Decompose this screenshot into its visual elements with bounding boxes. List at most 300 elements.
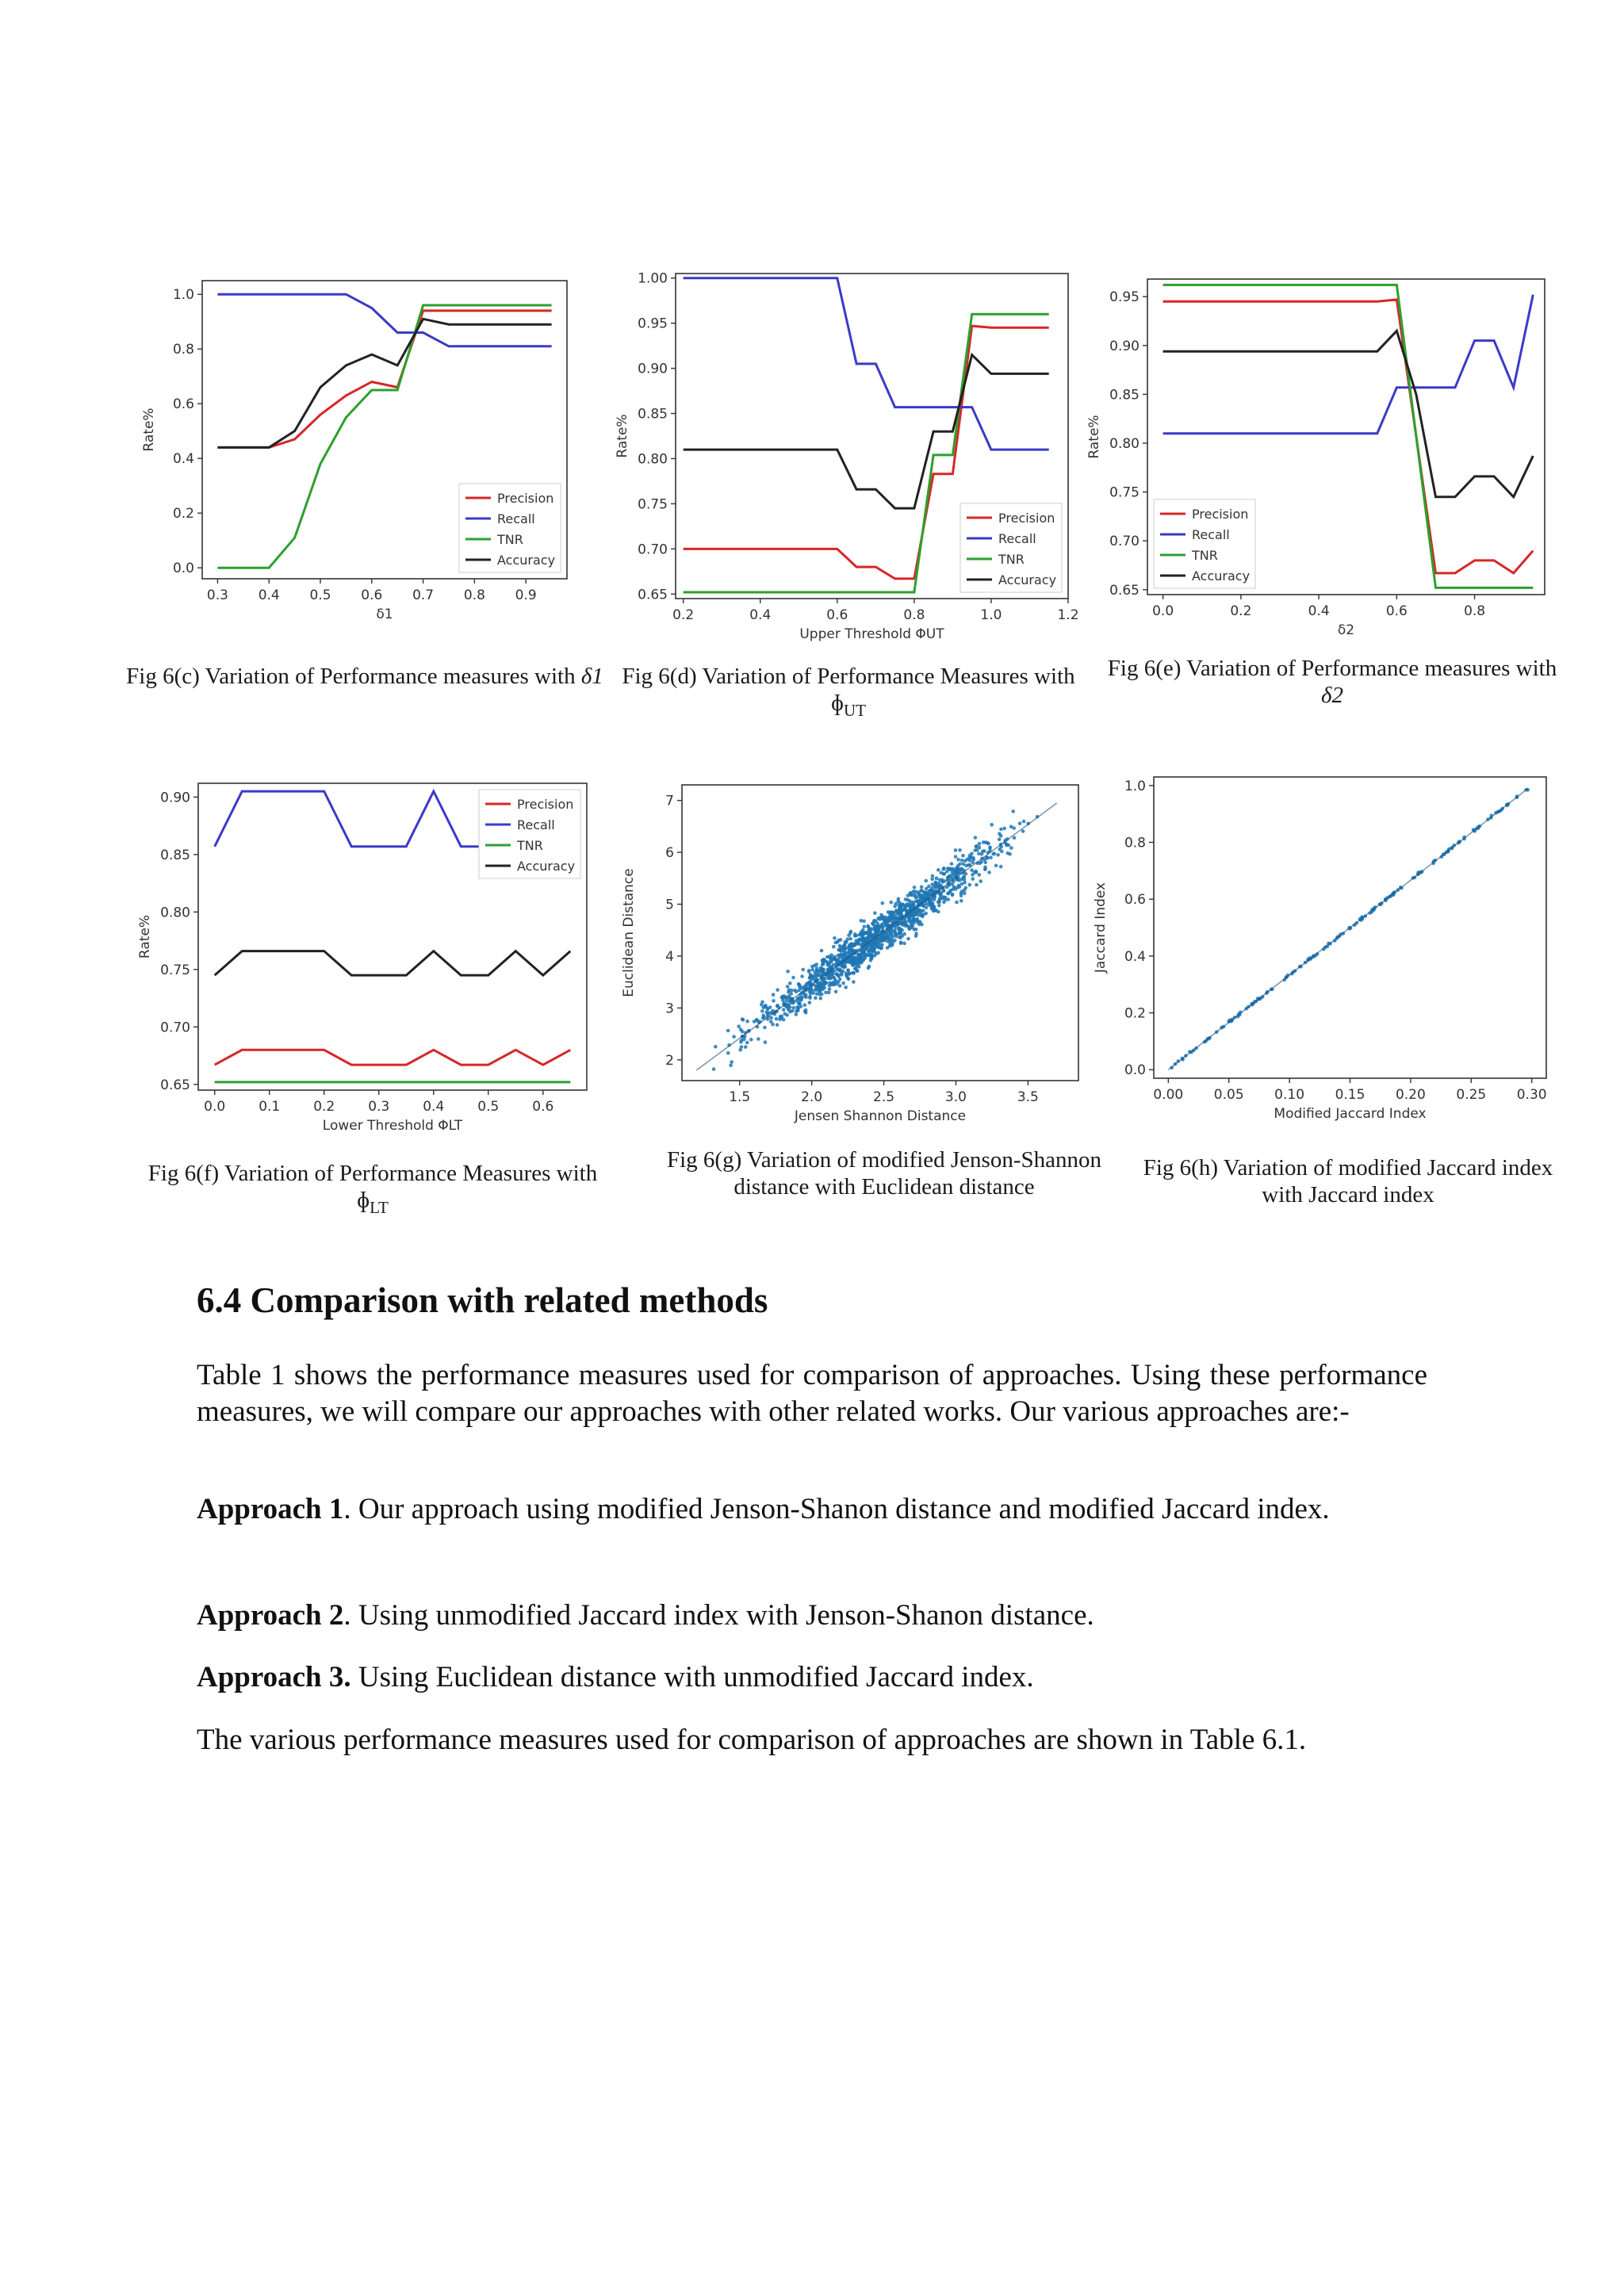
y-tick-label: 4 bbox=[665, 948, 674, 965]
scatter-point bbox=[937, 904, 941, 908]
scatter-point bbox=[914, 896, 918, 900]
scatter-point bbox=[950, 862, 954, 866]
scatter-point bbox=[889, 914, 893, 918]
figure-6e bbox=[1086, 270, 1550, 642]
scatter-point bbox=[866, 925, 870, 929]
scatter-point bbox=[925, 905, 929, 909]
y-tick-label: 2 bbox=[665, 1052, 674, 1069]
x-tick-label: 0.2 bbox=[672, 607, 695, 623]
scatter-point bbox=[791, 976, 795, 980]
scatter-point bbox=[956, 858, 960, 862]
scatter-point bbox=[913, 886, 917, 890]
scatter-point bbox=[915, 912, 919, 916]
caption-6e-text: Fig 6(e) Variation of Performance measures with bbox=[1107, 656, 1557, 681]
x-tick-label: 0.00 bbox=[1153, 1087, 1184, 1103]
scatter-point bbox=[890, 933, 894, 937]
scatter-point bbox=[933, 895, 937, 899]
scatter-point bbox=[1013, 836, 1017, 840]
scatter-point bbox=[925, 879, 929, 883]
scatter-point bbox=[753, 1020, 756, 1024]
scatter-point bbox=[888, 944, 892, 948]
legend bbox=[479, 790, 580, 878]
y-axis-label: Rate% bbox=[141, 408, 157, 452]
scatter-point bbox=[960, 882, 964, 886]
y-tick-label: 0.70 bbox=[1109, 534, 1139, 550]
scatter-point bbox=[744, 1045, 748, 1049]
x-tick-label: 0.20 bbox=[1395, 1087, 1426, 1103]
scatter-point bbox=[778, 1018, 782, 1022]
y-tick-label: 0.65 bbox=[638, 587, 668, 603]
scatter-point bbox=[945, 870, 949, 874]
y-tick-label: 6 bbox=[665, 845, 674, 862]
x-tick-label: 0.15 bbox=[1335, 1087, 1365, 1103]
caption-6h bbox=[1110, 1154, 1586, 1208]
scatter-point bbox=[940, 871, 944, 875]
scatter-point bbox=[959, 894, 963, 897]
y-axis-label: Euclidean Distance bbox=[621, 868, 637, 997]
scatter-point bbox=[852, 980, 856, 984]
x-axis-label: Lower Threshold ΦLT bbox=[322, 1118, 463, 1134]
scatter-point bbox=[878, 917, 882, 921]
x-tick-label: 0.25 bbox=[1456, 1087, 1487, 1103]
scatter-point bbox=[890, 901, 894, 905]
scatter-point bbox=[787, 1008, 791, 1012]
scatter-point bbox=[741, 1030, 745, 1034]
scatter-point bbox=[982, 849, 986, 853]
x-tick-label: 0.1 bbox=[259, 1099, 281, 1115]
scatter-point bbox=[925, 891, 929, 895]
scatter-point bbox=[909, 891, 913, 895]
scatter-point bbox=[790, 989, 794, 993]
scatter-point bbox=[1008, 852, 1012, 856]
scatter-point bbox=[811, 968, 815, 972]
x-tick-label: 0.8 bbox=[1464, 603, 1486, 619]
legend-label-tnr: TNR bbox=[1192, 548, 1218, 563]
scatter-point bbox=[921, 896, 925, 900]
scatter-point bbox=[756, 1037, 760, 1041]
approach-2-label: Approach 2 bbox=[197, 1599, 344, 1632]
scatter-point bbox=[803, 1003, 807, 1007]
scatter-point bbox=[960, 859, 964, 863]
scatter-point bbox=[863, 925, 867, 929]
scatter-point bbox=[983, 861, 987, 865]
scatter-point bbox=[838, 984, 842, 988]
scatter-point bbox=[848, 937, 852, 941]
scatter-point bbox=[937, 901, 941, 905]
scatter-point bbox=[838, 954, 842, 958]
scatter-point bbox=[900, 928, 904, 932]
scatter-point bbox=[853, 934, 857, 938]
scatter-point bbox=[942, 867, 946, 871]
scatter-point bbox=[844, 985, 848, 989]
scatter-point bbox=[951, 893, 955, 897]
caption-6g-line1: Fig 6(g) Variation of modified Jenson-Shannon bbox=[667, 1147, 1101, 1173]
scatter-point bbox=[1009, 846, 1013, 850]
y-tick-label: 1.0 bbox=[1124, 778, 1146, 794]
scatter-point bbox=[1002, 827, 1006, 831]
scatter-point bbox=[834, 990, 838, 994]
caption-6c bbox=[119, 663, 611, 690]
scatter-point bbox=[868, 965, 871, 969]
scatter-point bbox=[1012, 826, 1016, 830]
scatter-point bbox=[904, 897, 908, 901]
scatter-point bbox=[792, 1006, 796, 1010]
caption-6d-sub: UT bbox=[844, 701, 867, 721]
scatter-point bbox=[867, 951, 871, 955]
scatter-point bbox=[745, 1020, 749, 1024]
caption-6f-text: Fig 6(f) Variation of Performance Measures with bbox=[147, 1161, 598, 1186]
scatter-point bbox=[935, 876, 939, 880]
scatter-point bbox=[902, 942, 906, 946]
caption-6c-symbol: δ1 bbox=[580, 664, 603, 689]
scatter-point bbox=[763, 1026, 767, 1030]
scatter-point bbox=[836, 940, 840, 944]
scatter-point bbox=[920, 885, 924, 889]
scatter-point bbox=[800, 974, 804, 978]
scatter-point bbox=[799, 1004, 803, 1008]
y-tick-label: 0.80 bbox=[160, 905, 190, 921]
scatter-point bbox=[780, 1015, 784, 1019]
x-axis-label: δ1 bbox=[376, 607, 393, 622]
scatter-point bbox=[979, 879, 982, 883]
legend bbox=[1154, 499, 1255, 588]
scatter-point bbox=[889, 911, 893, 915]
x-tick-label: 0.6 bbox=[532, 1099, 554, 1115]
scatter-point bbox=[916, 919, 920, 923]
scatter-point bbox=[729, 1063, 733, 1067]
x-tick-label: 1.2 bbox=[1057, 607, 1079, 623]
scatter-point bbox=[999, 865, 1003, 869]
scatter-point bbox=[927, 903, 931, 907]
y-tick-label: 0.70 bbox=[638, 541, 668, 558]
y-tick-label: 0.65 bbox=[1109, 582, 1139, 599]
scatter-point bbox=[847, 945, 851, 949]
legend-label-accuracy: Accuracy bbox=[517, 859, 576, 874]
scatter-point bbox=[821, 962, 825, 966]
y-tick-label: 0.75 bbox=[160, 962, 190, 978]
scatter-point bbox=[827, 991, 831, 995]
legend bbox=[960, 503, 1062, 592]
scatter-point bbox=[960, 878, 964, 882]
scatter-point bbox=[954, 855, 958, 859]
scatter-point bbox=[986, 841, 990, 845]
scatter-point bbox=[857, 942, 861, 946]
scatter-point bbox=[964, 872, 968, 876]
scatter-point bbox=[783, 995, 787, 999]
scatter-point bbox=[970, 868, 974, 872]
scatter-point bbox=[989, 855, 993, 859]
scatter-point bbox=[951, 867, 955, 871]
scatter-point bbox=[964, 886, 968, 890]
x-tick-label: 0.4 bbox=[258, 587, 280, 603]
scatter-point bbox=[832, 957, 836, 961]
scatter-point bbox=[999, 834, 1003, 838]
caption-6d-symbol: ɸ bbox=[830, 691, 845, 717]
y-tick-label: 0.6 bbox=[1124, 892, 1146, 909]
scatter-point bbox=[767, 1011, 771, 1015]
scatter-point bbox=[885, 936, 889, 939]
scatter-point bbox=[845, 960, 848, 964]
x-tick-label: 0.30 bbox=[1516, 1087, 1547, 1103]
scatter-point bbox=[841, 982, 845, 985]
scatter-point bbox=[801, 968, 805, 972]
approach-1-label: Approach 1 bbox=[197, 1493, 344, 1525]
x-tick-label: 0.6 bbox=[826, 607, 848, 623]
scatter-point bbox=[845, 937, 849, 941]
y-tick-label: 0.95 bbox=[638, 316, 668, 332]
scatter-point bbox=[828, 955, 832, 959]
x-tick-label: 0.5 bbox=[477, 1099, 500, 1115]
scatter-point bbox=[939, 891, 943, 895]
caption-6e-symbol: δ2 bbox=[1321, 683, 1343, 709]
x-tick-label: 0.3 bbox=[206, 587, 228, 603]
scatter-point bbox=[946, 867, 950, 871]
scatter-point bbox=[971, 860, 975, 864]
scatter-point bbox=[712, 1067, 716, 1071]
scatter-point bbox=[841, 944, 845, 948]
y-axis-label: Rate% bbox=[137, 914, 153, 959]
scatter-point bbox=[788, 982, 792, 985]
scatter-point bbox=[815, 962, 819, 966]
scatter-point bbox=[994, 864, 998, 868]
scatter-point bbox=[877, 946, 881, 950]
x-tick-label: 0.3 bbox=[368, 1099, 390, 1115]
x-tick-label: 0.8 bbox=[463, 587, 485, 603]
scatter-point bbox=[796, 1008, 800, 1012]
scatter-point bbox=[772, 999, 776, 1003]
scatter-point bbox=[826, 963, 830, 967]
approach-3-label: Approach 3. bbox=[197, 1661, 351, 1693]
x-axis-label: Modified Jaccard Index bbox=[1274, 1106, 1427, 1122]
scatter-point bbox=[977, 852, 981, 856]
scatter-point bbox=[786, 970, 790, 974]
scatter-point bbox=[776, 1023, 779, 1027]
scatter-point bbox=[842, 949, 846, 953]
y-tick-label: 0.65 bbox=[160, 1077, 190, 1093]
scatter-point bbox=[810, 965, 814, 969]
x-axis-label: δ2 bbox=[1337, 622, 1355, 638]
scatter-point bbox=[766, 1008, 770, 1012]
y-tick-label: 0.90 bbox=[1109, 338, 1139, 354]
y-axis-label: Jaccard Index bbox=[1093, 882, 1109, 974]
scatter-point bbox=[879, 935, 883, 939]
legend bbox=[459, 484, 561, 572]
scatter-point bbox=[828, 976, 832, 980]
scatter-point bbox=[933, 909, 936, 913]
scatter-point bbox=[983, 867, 987, 871]
x-tick-label: 0.4 bbox=[423, 1099, 445, 1115]
x-tick-label: 0.7 bbox=[412, 587, 435, 603]
y-tick-label: 5 bbox=[665, 897, 674, 913]
scatter-point bbox=[998, 837, 1002, 841]
scatter-point bbox=[944, 896, 948, 900]
figure-6g bbox=[621, 775, 1086, 1132]
scatter-point bbox=[1021, 829, 1025, 833]
scatter-point bbox=[887, 919, 891, 923]
x-tick-label: 1.0 bbox=[980, 607, 1002, 623]
scatter-point bbox=[911, 920, 915, 924]
scatter-point bbox=[764, 1040, 768, 1044]
scatter-point bbox=[905, 923, 909, 927]
scatter-point bbox=[895, 909, 899, 913]
scatter-point bbox=[902, 908, 906, 912]
scatter-point bbox=[1011, 809, 1015, 813]
scatter-point bbox=[849, 930, 853, 934]
y-tick-label: 0.85 bbox=[1109, 387, 1139, 404]
scatter-point bbox=[786, 985, 790, 989]
scatter-point bbox=[833, 936, 837, 940]
section-heading: 6.4 Comparison with related methods bbox=[197, 1280, 768, 1320]
chart-6e bbox=[1086, 270, 1550, 642]
scatter-point bbox=[943, 879, 947, 883]
scatter-point bbox=[988, 845, 992, 849]
scatter-point bbox=[829, 981, 833, 985]
y-tick-label: 1.00 bbox=[638, 270, 668, 287]
legend-label-tnr: TNR bbox=[517, 838, 543, 853]
y-tick-label: 0.0 bbox=[172, 561, 194, 577]
y-axis-label: Rate% bbox=[615, 414, 630, 458]
y-tick-label: 0.8 bbox=[1124, 835, 1146, 851]
scatter-point bbox=[891, 939, 895, 943]
legend-label-precision: Precision bbox=[517, 797, 574, 812]
scatter-point bbox=[745, 1041, 749, 1045]
y-tick-label: 7 bbox=[665, 793, 674, 809]
y-tick-label: 0.8 bbox=[172, 342, 194, 358]
legend-label-precision: Precision bbox=[1192, 507, 1249, 522]
scatter-point bbox=[877, 925, 881, 929]
x-axis-label: Jensen Shannon Distance bbox=[794, 1108, 967, 1124]
scatter-point bbox=[808, 996, 812, 1000]
scatter-point bbox=[999, 828, 1003, 832]
chart-6c bbox=[141, 270, 599, 642]
legend-label-accuracy: Accuracy bbox=[497, 553, 556, 568]
scatter-point bbox=[859, 953, 863, 957]
scatter-point bbox=[978, 862, 982, 866]
scatter-point bbox=[937, 882, 941, 886]
scatter-point bbox=[974, 836, 978, 840]
y-tick-label: 0.4 bbox=[1124, 948, 1146, 965]
scatter-point bbox=[975, 883, 979, 887]
caption-6d bbox=[611, 663, 1086, 721]
scatter-point bbox=[835, 972, 839, 976]
scatter-point bbox=[1022, 820, 1026, 824]
scatter-point bbox=[914, 928, 918, 932]
scatter-point bbox=[820, 967, 824, 971]
scatter-point bbox=[958, 885, 962, 889]
scatter-point bbox=[942, 889, 946, 893]
scatter-point bbox=[854, 966, 858, 970]
chart-6h bbox=[1093, 767, 1554, 1124]
caption-6f-symbol: ɸ bbox=[357, 1188, 370, 1214]
scatter-point bbox=[786, 1004, 790, 1008]
scatter-point bbox=[860, 919, 864, 923]
scatter-point bbox=[782, 1018, 786, 1022]
y-tick-label: 1.0 bbox=[172, 287, 194, 304]
scatter-point bbox=[916, 890, 920, 894]
x-tick-label: 0.10 bbox=[1274, 1087, 1305, 1103]
x-tick-label: 0.4 bbox=[749, 607, 772, 623]
x-tick-label: 0.6 bbox=[1385, 603, 1408, 619]
scatter-point bbox=[880, 922, 884, 926]
scatter-point bbox=[828, 987, 832, 991]
scatter-point bbox=[749, 1038, 753, 1042]
y-tick-label: 0.6 bbox=[172, 396, 194, 413]
x-tick-label: 0.6 bbox=[361, 587, 383, 603]
scatter-point bbox=[832, 963, 836, 967]
scatter-point bbox=[930, 878, 934, 882]
scatter-point bbox=[822, 959, 825, 962]
scatter-point bbox=[868, 932, 871, 936]
scatter-point bbox=[741, 1018, 745, 1022]
scatter-point bbox=[799, 998, 803, 1002]
approach-3-text: Using Euclidean distance with unmodified Jaccard index. bbox=[350, 1661, 1034, 1693]
chart-6g bbox=[621, 775, 1086, 1132]
paragraph-approach-1 bbox=[197, 1491, 1427, 1528]
scatter-point bbox=[793, 989, 797, 993]
scatter-point bbox=[899, 940, 903, 944]
scatter-point bbox=[914, 934, 918, 938]
scatter-point bbox=[762, 1006, 766, 1010]
legend-label-precision: Precision bbox=[998, 511, 1055, 526]
figure-6d bbox=[615, 270, 1079, 642]
legend-label-accuracy: Accuracy bbox=[1192, 568, 1251, 584]
scatter-point bbox=[930, 890, 934, 894]
y-tick-label: 0.80 bbox=[638, 451, 668, 468]
scatter-point bbox=[873, 911, 877, 915]
scatter-point bbox=[921, 909, 925, 913]
scatter-point bbox=[907, 920, 911, 924]
scatter-point bbox=[872, 920, 876, 924]
scatter-point bbox=[840, 971, 844, 975]
figure-6c bbox=[141, 270, 599, 642]
scatter-point bbox=[808, 1001, 812, 1004]
scatter-point bbox=[803, 1009, 807, 1013]
scatter-point bbox=[914, 900, 917, 904]
scatter-point bbox=[817, 982, 821, 986]
scatter-point bbox=[842, 965, 846, 969]
x-tick-label: 0.5 bbox=[309, 587, 331, 603]
paragraph-closing: The various performance measures used for comparison of approaches are shown in Table 6.1. bbox=[197, 1724, 1307, 1756]
scatter-point bbox=[942, 901, 946, 905]
scatter-point bbox=[861, 933, 865, 937]
scatter-point bbox=[898, 906, 902, 910]
x-tick-label: 3.0 bbox=[944, 1089, 967, 1105]
y-tick-label: 0.75 bbox=[638, 496, 668, 513]
y-axis-label: Rate% bbox=[1086, 415, 1102, 459]
scatter-point bbox=[960, 890, 964, 894]
scatter-point bbox=[737, 1024, 741, 1028]
y-tick-label: 0.85 bbox=[160, 847, 190, 863]
scatter-point bbox=[839, 938, 843, 942]
scatter-point bbox=[955, 901, 959, 905]
scatter-point bbox=[930, 882, 934, 886]
scatter-point bbox=[807, 981, 811, 985]
scatter-point bbox=[776, 988, 779, 992]
scatter-point bbox=[832, 945, 836, 949]
scatter-point bbox=[959, 899, 963, 903]
chart-6f bbox=[137, 777, 595, 1134]
scatter-point bbox=[881, 901, 885, 905]
scatter-point bbox=[954, 869, 958, 873]
scatter-point bbox=[814, 996, 818, 1000]
scatter-point bbox=[925, 887, 929, 891]
scatter-point bbox=[855, 961, 859, 965]
scatter-point bbox=[952, 873, 956, 877]
figure-6f bbox=[137, 777, 595, 1134]
scatter-point bbox=[771, 1023, 775, 1027]
scatter-point bbox=[726, 1029, 730, 1033]
y-tick-label: 0.95 bbox=[1109, 289, 1139, 306]
